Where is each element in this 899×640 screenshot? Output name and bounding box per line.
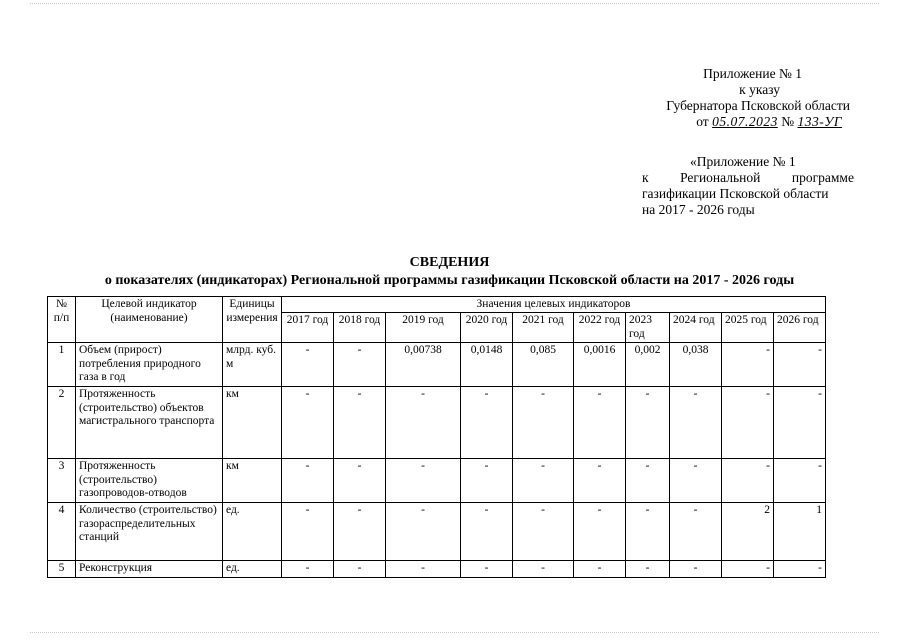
value-cell: - (334, 561, 386, 578)
value-cell: - (626, 561, 670, 578)
appendix-date-line (560, 114, 850, 130)
value-cell: - (461, 503, 513, 561)
value-cell: - (670, 459, 722, 503)
value-cell: - (722, 387, 774, 459)
year-header: 2019 год (386, 313, 461, 343)
value-cell: - (774, 343, 826, 387)
value-cell: - (774, 387, 826, 459)
value-cell: - (334, 343, 386, 387)
value-cell: - (513, 561, 574, 578)
unit-cell: км (223, 459, 282, 503)
table-row (48, 459, 826, 503)
unit-cell: млрд. куб. м (223, 343, 282, 387)
value-cell: - (386, 561, 461, 578)
prior-appendix-line-1: «Приложение № 1 (690, 154, 796, 169)
value-cell: - (574, 459, 626, 503)
prior-appendix-line-3: газификации Псковской области (642, 186, 829, 201)
prior-appendix-line-2 (642, 170, 854, 186)
table-row (48, 503, 826, 561)
value-cell: - (334, 387, 386, 459)
value-cell: - (282, 459, 334, 503)
value-cell: 2 (722, 503, 774, 561)
table-row (48, 561, 826, 578)
year-header: 2025 год (722, 313, 774, 343)
header-units: Единицы измерения (223, 297, 282, 343)
unit-cell: км (223, 387, 282, 459)
document-subtitle: о показателях (индикаторах) Региональной программы газификации Псковской области на 2017 - 2026 годы (104, 273, 795, 288)
value-cell: - (461, 561, 513, 578)
year-header: 2021 год (513, 313, 574, 343)
year-header: 2023 год (626, 313, 670, 343)
value-cell: 1 (774, 503, 826, 561)
value-cell: - (722, 561, 774, 578)
value-cell: - (386, 459, 461, 503)
indicator-name: Протяженность (строительство) газопроводов-отводов (76, 459, 223, 503)
table-row (48, 387, 826, 459)
value-cell: 0,0148 (461, 343, 513, 387)
document-title: СВЕДЕНИЯ (409, 255, 490, 270)
value-cell: - (334, 459, 386, 503)
year-header: 2018 год (334, 313, 386, 343)
row-number: 4 (48, 503, 76, 561)
value-cell: - (461, 459, 513, 503)
value-cell: - (574, 387, 626, 459)
indicator-name: Объем (прирост) потребления природного газа в год (76, 343, 223, 387)
value-cell: - (513, 459, 574, 503)
value-cell: - (574, 561, 626, 578)
row-number: 1 (48, 343, 76, 387)
appendix-block (560, 66, 850, 130)
prior-word-3: программе (791, 170, 854, 185)
prior-word-1: к (642, 170, 649, 185)
header-indicator: Целевой индикатор (наименование) (76, 297, 223, 343)
prior-word-2: Региональной (680, 170, 761, 185)
value-cell: 0,002 (626, 343, 670, 387)
value-cell: - (774, 561, 826, 578)
appendix-line-3: Губернатора Псковской области (666, 98, 850, 113)
indicator-name: Протяженность (строительство) объектов магистрального транспорта (76, 387, 223, 459)
year-header: 2022 год (574, 313, 626, 343)
header-num: № п/п (48, 297, 76, 343)
header-values: Значения целевых индикаторов (282, 297, 826, 313)
date-prefix: от (696, 114, 709, 129)
number-prefix: № (781, 114, 795, 129)
indicator-name: Реконструкция (76, 561, 223, 578)
value-cell: - (626, 459, 670, 503)
appendix-line-2: к указу (739, 82, 780, 97)
value-cell: - (386, 503, 461, 561)
scan-edge-bottom (30, 632, 879, 634)
row-number: 2 (48, 387, 76, 459)
value-cell: - (282, 343, 334, 387)
row-number: 3 (48, 459, 76, 503)
year-header: 2017 год (282, 313, 334, 343)
value-cell: - (334, 503, 386, 561)
value-cell: - (574, 503, 626, 561)
year-header: 2020 год (461, 313, 513, 343)
value-cell: - (386, 387, 461, 459)
value-cell: - (722, 343, 774, 387)
table-row (48, 343, 826, 387)
year-header: 2024 год (670, 313, 722, 343)
value-cell: - (282, 561, 334, 578)
row-number: 5 (48, 561, 76, 578)
unit-cell: ед. (223, 561, 282, 578)
value-cell: - (722, 459, 774, 503)
value-cell: - (513, 503, 574, 561)
value-cell: - (626, 387, 670, 459)
value-cell: - (670, 561, 722, 578)
value-cell: 0,00738 (386, 343, 461, 387)
prior-appendix-line-4: на 2017 - 2026 годы (642, 202, 755, 217)
value-cell: - (670, 387, 722, 459)
unit-cell: ед. (223, 503, 282, 561)
value-cell: - (282, 503, 334, 561)
table-header-row (48, 297, 826, 313)
value-cell: 0,038 (670, 343, 722, 387)
signed-date: 05.07.2023 (712, 114, 778, 129)
prior-appendix-block (642, 154, 854, 218)
value-cell: - (774, 459, 826, 503)
value-cell: 0,085 (513, 343, 574, 387)
appendix-line-1: Приложение № 1 (703, 66, 802, 81)
value-cell: 0,0016 (574, 343, 626, 387)
value-cell: - (670, 503, 722, 561)
indicator-name: Количество (строительство) газораспределительных станций (76, 503, 223, 561)
value-cell: - (513, 387, 574, 459)
year-header: 2026 год (774, 313, 826, 343)
indicators-table (47, 296, 826, 578)
scan-edge-top (30, 3, 879, 5)
value-cell: - (461, 387, 513, 459)
value-cell: - (626, 503, 670, 561)
value-cell: - (282, 387, 334, 459)
signed-number: 133-УГ (797, 114, 842, 129)
